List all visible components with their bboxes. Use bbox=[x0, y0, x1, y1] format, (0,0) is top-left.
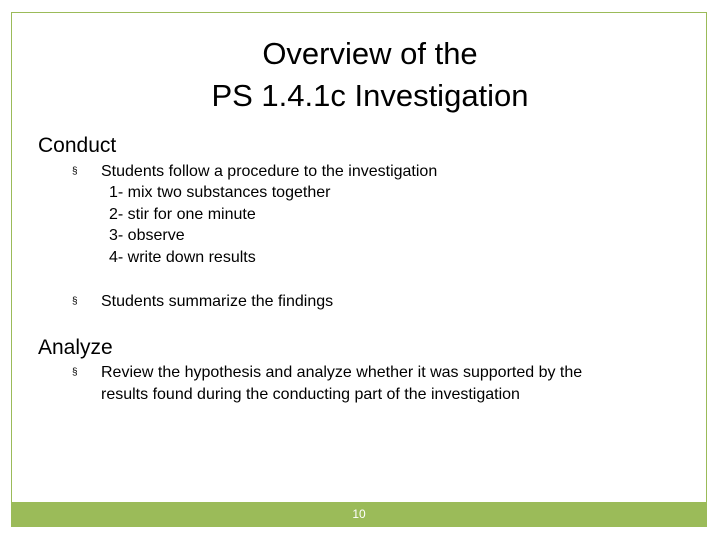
title-line-2: PS 1.4.1c Investigation bbox=[211, 78, 529, 113]
bullet-text bbox=[101, 362, 686, 405]
slide-title bbox=[12, 33, 706, 117]
bullet-text-line-2: results found during the conducting part of the investigation bbox=[101, 385, 520, 403]
conduct-heading: Conduct bbox=[38, 134, 117, 157]
bullet-icon: § bbox=[72, 166, 78, 177]
footer-bar bbox=[12, 502, 706, 526]
slide bbox=[11, 12, 707, 527]
step-item: 3- observe bbox=[109, 227, 185, 244]
analyze-heading: Analyze bbox=[38, 336, 113, 359]
bullet-text: Students summarize the findings bbox=[101, 293, 334, 310]
page-number: 10 bbox=[352, 507, 366, 521]
bullet-icon: § bbox=[72, 296, 78, 307]
bullet-text: Students follow a procedure to the investigation bbox=[101, 163, 438, 180]
step-item: 4- write down results bbox=[109, 249, 256, 266]
bullet-icon: § bbox=[72, 367, 78, 378]
step-item: 1- mix two substances together bbox=[109, 184, 331, 201]
step-item: 2- stir for one minute bbox=[109, 206, 256, 223]
bullet-text-line-1: Review the hypothesis and analyze whether it was supported by the bbox=[101, 364, 583, 381]
title-line-1: Overview of the bbox=[262, 36, 478, 71]
